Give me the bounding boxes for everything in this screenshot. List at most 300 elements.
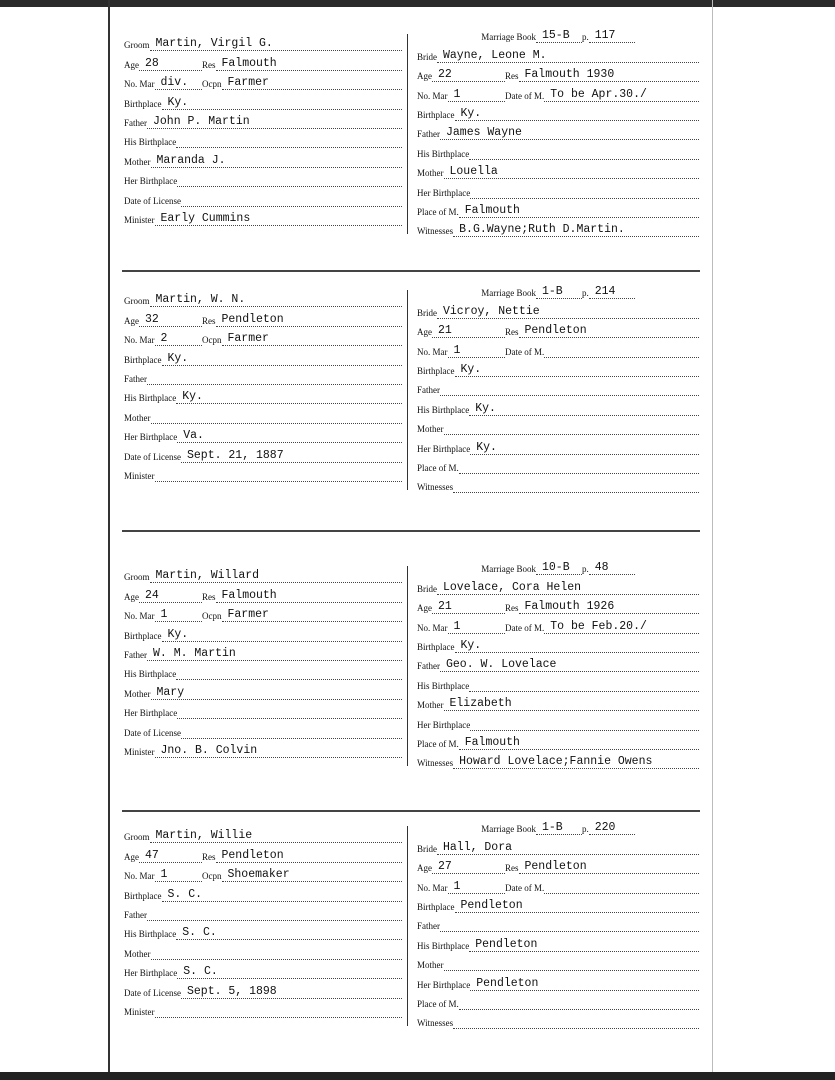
field-label: His Birthplace: [124, 137, 177, 148]
field: [481, 822, 582, 835]
field-value: div.: [155, 77, 203, 90]
bride-field-row: [417, 1010, 699, 1029]
field-label: His Birthplace: [417, 940, 470, 951]
field-label: His Birthplace: [124, 393, 177, 404]
field: [417, 205, 699, 218]
field-value: 28: [139, 58, 202, 71]
field-value: [440, 931, 699, 932]
field: [124, 708, 402, 719]
field-label: Minister: [124, 470, 155, 481]
field-value: [444, 970, 700, 971]
bride-field-row: [417, 634, 699, 653]
field-label: Her Birthplace: [124, 968, 178, 979]
field: [417, 960, 699, 971]
bride-field-row: [417, 692, 699, 711]
groom-field-row: [124, 404, 402, 423]
field-label: Minister: [124, 746, 155, 757]
field: [417, 582, 699, 595]
groom-section: [124, 288, 402, 482]
field: [124, 609, 202, 622]
field-value: 10-B: [536, 562, 582, 575]
bride-field-row: [417, 140, 699, 159]
field: [417, 939, 699, 952]
groom-field-row: [124, 843, 402, 862]
field-value: [181, 206, 402, 207]
field-value: 1-B: [536, 286, 582, 299]
field-value: Hall, Dora: [437, 842, 699, 855]
field: [417, 842, 699, 855]
field: [202, 58, 402, 71]
groom-field-row: [124, 940, 402, 959]
field-value: Maranda J.: [151, 155, 403, 168]
field: [202, 314, 402, 327]
bride-section: [417, 280, 699, 493]
field: [124, 869, 202, 882]
field-value: [181, 738, 402, 739]
groom-field-row: [124, 921, 402, 940]
field: [481, 562, 582, 575]
scan-bottom-edge: [0, 1072, 835, 1080]
field-label: Birthplace: [124, 98, 162, 109]
bride-field-row: [417, 179, 699, 198]
field: [202, 869, 402, 882]
field-label: Father: [417, 921, 440, 932]
field-label: Witnesses: [417, 1018, 454, 1029]
bride-field-row: [417, 971, 699, 990]
marriage-record-card: [122, 26, 702, 241]
field-value: [469, 159, 699, 160]
field-value: W. M. Martin: [147, 648, 402, 661]
field: [505, 347, 699, 358]
field-label: Place of M.: [417, 462, 459, 473]
field-label: Birthplace: [417, 641, 455, 652]
field-label: Place of M.: [417, 206, 459, 217]
field-value: Elizabeth: [444, 698, 700, 711]
field-label: No. Mar: [124, 335, 155, 346]
field: [124, 889, 402, 902]
field-label: Ocpn: [202, 611, 222, 622]
groom-field-row: [124, 700, 402, 719]
field: [124, 155, 402, 168]
field-value: [544, 357, 699, 358]
column-divider: [407, 826, 408, 1026]
field-label: p.: [581, 824, 589, 835]
field-value: Shoemaker: [222, 869, 403, 882]
bride-field-row: [417, 816, 699, 835]
field-value: [470, 198, 699, 199]
bride-field-row: [417, 614, 699, 633]
field: [582, 30, 635, 43]
field: [124, 471, 402, 482]
field: [124, 570, 402, 583]
bride-field-row: [417, 855, 699, 874]
field-value: 24: [139, 590, 202, 603]
field: [124, 910, 402, 921]
bride-field-row: [417, 24, 699, 43]
field-label: No. Mar: [417, 882, 448, 893]
field: [417, 364, 699, 377]
field-label: Age: [124, 851, 139, 862]
field-value: Pendleton: [469, 939, 699, 952]
field-label: Her Birthplace: [417, 443, 471, 454]
field-label: Groom: [124, 40, 150, 51]
field-value: Ky.: [455, 364, 700, 377]
groom-field-row: [124, 51, 402, 70]
card-separator: [122, 530, 700, 532]
field-value: 48: [589, 562, 635, 575]
field-label: Witnesses: [417, 758, 454, 769]
bride-field-row: [417, 416, 699, 435]
field: [417, 737, 699, 750]
field: [124, 391, 402, 404]
field-label: Date of License: [124, 195, 181, 206]
groom-section: [124, 32, 402, 226]
field: [124, 413, 402, 424]
bride-field-row: [417, 474, 699, 493]
field-label: Bride: [417, 51, 437, 62]
field: [417, 306, 699, 319]
bride-field-row: [417, 63, 699, 82]
field: [505, 621, 699, 634]
field-value: Pendleton: [216, 314, 403, 327]
field-label: Minister: [124, 1006, 155, 1017]
marriage-record-card: [122, 282, 702, 497]
field: [417, 881, 505, 894]
groom-field-row: [124, 187, 402, 206]
field: [124, 728, 402, 739]
field-label: Mother: [417, 700, 444, 711]
field: [124, 590, 202, 603]
field: [417, 325, 505, 338]
field-label: Res: [505, 863, 519, 874]
field: [417, 681, 699, 692]
groom-field-row: [124, 148, 402, 167]
field-label: Witnesses: [417, 226, 454, 237]
groom-field-row: [124, 999, 402, 1018]
field-value: Ky.: [162, 629, 403, 642]
field: [417, 108, 699, 121]
field-value: Vicroy, Nettie: [437, 306, 699, 319]
groom-field-row: [124, 129, 402, 148]
field-value: Falmouth: [459, 205, 699, 218]
groom-field-row: [124, 168, 402, 187]
field: [202, 609, 402, 622]
bride-field-row: [417, 299, 699, 318]
field-value: S. C.: [162, 889, 403, 902]
field-label: Mother: [417, 960, 444, 971]
groom-field-row: [124, 603, 402, 622]
field-label: Place of M.: [417, 738, 459, 749]
field-label: Her Birthplace: [417, 187, 471, 198]
field-value: [459, 473, 699, 474]
bride-field-row: [417, 874, 699, 893]
field-value: Martin, Willard: [150, 570, 403, 583]
field: [124, 58, 202, 71]
field-label: Mother: [124, 948, 151, 959]
field-value: Ky.: [455, 640, 700, 653]
card-separator: [122, 270, 700, 272]
bride-field-row: [417, 711, 699, 730]
field-label: Age: [124, 59, 139, 70]
field-value: James Wayne: [440, 127, 699, 140]
field-label: Witnesses: [417, 482, 454, 493]
field-label: Age: [124, 591, 139, 602]
field-value: Ky.: [455, 108, 700, 121]
field: [417, 50, 699, 63]
groom-field-row: [124, 32, 402, 51]
field-label: Birthplace: [417, 365, 455, 376]
field-value: 27: [432, 861, 505, 874]
field-label: Bride: [417, 307, 437, 318]
field-label: Father: [417, 129, 440, 140]
field-value: [453, 492, 699, 493]
field-label: Date of M.: [505, 882, 545, 893]
bride-field-row: [417, 731, 699, 750]
groom-field-row: [124, 288, 402, 307]
field-value: [177, 186, 402, 187]
groom-field-row: [124, 979, 402, 998]
field-label: Age: [417, 863, 432, 874]
field-value: Va.: [177, 430, 402, 443]
field-label: Birthplace: [124, 890, 162, 901]
field: [124, 966, 402, 979]
field-value: [155, 481, 403, 482]
field-label: His Birthplace: [124, 669, 177, 680]
field: [417, 999, 699, 1010]
field: [202, 590, 402, 603]
field-value: Martin, Virgil G.: [150, 38, 403, 51]
field-value: Louella: [444, 166, 700, 179]
field-label: Her Birthplace: [124, 708, 178, 719]
bride-field-row: [417, 835, 699, 854]
field-label: No. Mar: [417, 346, 448, 357]
field-value: To be Apr.30./: [544, 89, 699, 102]
field: [124, 38, 402, 51]
field: [124, 669, 402, 680]
field-value: [440, 395, 699, 396]
groom-field-row: [124, 661, 402, 680]
scan-left-edge: [108, 0, 110, 1080]
field: [124, 949, 402, 960]
bride-field-row: [417, 82, 699, 101]
field: [417, 69, 505, 82]
field-value: Ky.: [162, 353, 403, 366]
bride-field-row: [417, 575, 699, 594]
field-value: Wayne, Leone M.: [437, 50, 699, 63]
field-label: Mother: [124, 156, 151, 167]
field: [202, 77, 402, 90]
field-label: Res: [202, 591, 216, 602]
field-value: 21: [432, 325, 505, 338]
field: [202, 333, 402, 346]
field-value: Farmer: [222, 77, 403, 90]
bride-field-row: [417, 358, 699, 377]
field-label: Father: [124, 649, 147, 660]
field-label: p.: [581, 564, 589, 575]
field-value: To be Feb.20./: [544, 621, 699, 634]
field-value: Ky.: [162, 97, 403, 110]
field-label: Age: [417, 603, 432, 614]
field: [124, 137, 402, 148]
field: [417, 224, 699, 237]
field-label: His Birthplace: [417, 680, 470, 691]
field-value: [177, 718, 402, 719]
bride-field-row: [417, 377, 699, 396]
field: [124, 629, 402, 642]
field: [505, 89, 699, 102]
field: [417, 756, 699, 769]
field-value: Howard Lovelace;Fannie Owens: [453, 756, 699, 769]
field-label: Ocpn: [202, 335, 222, 346]
field-label: Mother: [124, 688, 151, 699]
field: [417, 861, 505, 874]
field-value: Farmer: [222, 333, 403, 346]
groom-field-row: [124, 327, 402, 346]
groom-field-row: [124, 960, 402, 979]
groom-field-row: [124, 902, 402, 921]
field: [417, 463, 699, 474]
field-value: John P. Martin: [147, 116, 402, 129]
field-value: 15-B: [536, 30, 582, 43]
field-label: Father: [124, 117, 147, 128]
bride-field-row: [417, 556, 699, 575]
bride-field-row: [417, 160, 699, 179]
field-value: [469, 691, 699, 692]
field-value: [151, 423, 403, 424]
field: [582, 822, 635, 835]
field: [124, 374, 402, 385]
bride-field-row: [417, 653, 699, 672]
bride-section: [417, 816, 699, 1029]
field-label: Date of M.: [505, 346, 545, 357]
field-label: p.: [581, 32, 589, 43]
field-value: Sept. 21, 1887: [181, 450, 402, 463]
bride-field-row: [417, 991, 699, 1010]
field: [417, 89, 505, 102]
field-value: 2: [155, 333, 203, 346]
field: [417, 482, 699, 493]
groom-field-row: [124, 307, 402, 326]
field: [417, 127, 699, 140]
marriage-record-card: [122, 558, 702, 773]
field-value: [147, 920, 402, 921]
field-value: Falmouth: [216, 58, 403, 71]
field-value: 47: [139, 850, 202, 863]
field-value: [151, 959, 403, 960]
field: [417, 149, 699, 160]
field-value: Martin, Willie: [150, 830, 403, 843]
bride-field-row: [417, 435, 699, 454]
field-label: Father: [417, 661, 440, 672]
bride-field-row: [417, 894, 699, 913]
field-label: His Birthplace: [417, 404, 470, 415]
field: [124, 830, 402, 843]
field-value: B.G.Wayne;Ruth D.Martin.: [453, 224, 699, 237]
column-divider: [407, 290, 408, 490]
field-value: Mary: [151, 687, 403, 700]
scan-top-edge: [0, 0, 835, 7]
field: [124, 648, 402, 661]
field: [124, 176, 402, 187]
field-value: 1: [448, 621, 506, 634]
field-label: Marriage Book: [481, 32, 536, 43]
field: [124, 1007, 402, 1018]
field-label: Birthplace: [124, 354, 162, 365]
field: [481, 286, 582, 299]
field-label: Groom: [124, 832, 150, 843]
field-value: Falmouth 1930: [519, 69, 700, 82]
field-value: 1: [155, 609, 203, 622]
field-value: [176, 679, 402, 680]
field-value: Falmouth 1926: [519, 601, 700, 614]
field: [124, 333, 202, 346]
field-value: [544, 893, 699, 894]
field: [582, 286, 635, 299]
field: [417, 1018, 699, 1029]
bride-field-row: [417, 396, 699, 415]
field-label: No. Mar: [417, 90, 448, 101]
field-label: Res: [505, 603, 519, 614]
bride-field-row: [417, 280, 699, 299]
field-value: 1-B: [536, 822, 582, 835]
field-value: [459, 1009, 699, 1010]
field-value: Pendleton: [216, 850, 403, 863]
field-label: Marriage Book: [481, 564, 536, 575]
field-value: [444, 434, 700, 435]
field-label: Father: [124, 909, 147, 920]
groom-field-row: [124, 739, 402, 758]
field: [124, 77, 202, 90]
field: [505, 69, 699, 82]
field: [124, 97, 402, 110]
field: [481, 30, 582, 43]
field-value: Farmer: [222, 609, 403, 622]
field-value: Pendleton: [455, 900, 700, 913]
groom-field-row: [124, 583, 402, 602]
field-value: Ky.: [470, 442, 699, 455]
field: [124, 927, 402, 940]
field: [417, 659, 699, 672]
field-label: Date of M.: [505, 622, 545, 633]
bride-field-row: [417, 595, 699, 614]
field-value: Early Cummins: [155, 213, 403, 226]
field-value: [453, 1028, 699, 1029]
groom-field-row: [124, 385, 402, 404]
field-label: Birthplace: [124, 630, 162, 641]
field: [124, 850, 202, 863]
field-value: Falmouth: [216, 590, 403, 603]
field-label: Birthplace: [417, 109, 455, 120]
groom-section: [124, 564, 402, 758]
field: [124, 687, 402, 700]
field-label: Res: [505, 327, 519, 338]
field-value: 1: [448, 89, 506, 102]
field: [124, 745, 402, 758]
field-value: [147, 384, 402, 385]
field-value: S. C.: [177, 966, 402, 979]
field-label: Age: [417, 327, 432, 338]
bride-field-row: [417, 218, 699, 237]
field-label: Res: [505, 71, 519, 82]
field-value: Ky.: [469, 403, 699, 416]
field-label: Marriage Book: [481, 288, 536, 299]
field-label: Her Birthplace: [417, 979, 471, 990]
field: [124, 116, 402, 129]
field: [505, 325, 699, 338]
groom-field-row: [124, 622, 402, 641]
bride-field-row: [417, 932, 699, 951]
field: [124, 314, 202, 327]
